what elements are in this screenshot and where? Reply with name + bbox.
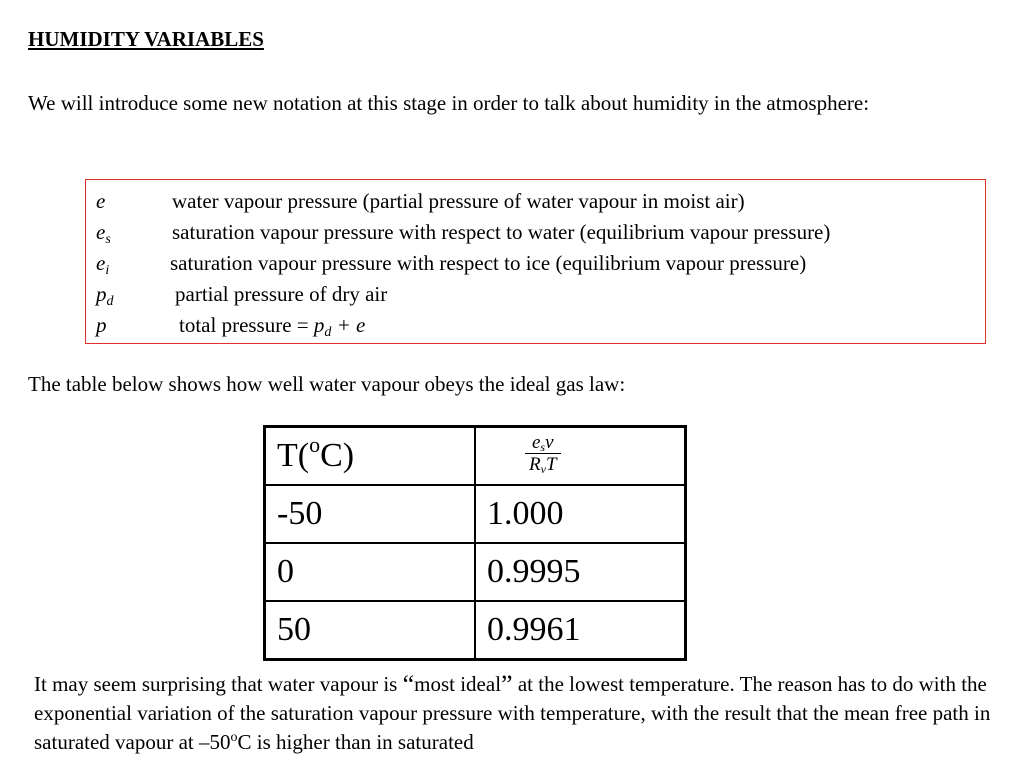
notation-row-pd (96, 281, 387, 307)
notation-symbol (96, 188, 172, 214)
notation-description (179, 313, 366, 340)
notation-row-p (96, 312, 365, 338)
ratio-fraction (525, 431, 561, 476)
denominator-r: R (529, 453, 541, 475)
notation-row-e (96, 188, 745, 214)
cell-ratio: 1.000 (475, 485, 686, 543)
intro-paragraph: We will introduce some new notation at this stage in order to talk about humidity in the atmosphere: (28, 91, 870, 115)
notation-symbol (96, 281, 175, 307)
table-row (265, 485, 686, 543)
header-text: C) (320, 437, 355, 474)
notation-description: saturation vapour pressure with respect to ice (equilibrium vapour pressure) (170, 251, 807, 275)
numerator-v: v (545, 431, 554, 453)
formula-subscript: d (324, 325, 332, 340)
table-row (265, 543, 686, 601)
notation-description: water vapour pressure (partial pressure of water vapour in moist air) (172, 189, 745, 213)
closing-paragraph (34, 670, 1014, 757)
table-header-row (265, 427, 686, 486)
paragraph-text: C is higher than in saturated (237, 730, 474, 754)
close-quote: ” (501, 670, 513, 699)
symbol-letter: e (96, 220, 106, 244)
notation-symbol (96, 312, 179, 338)
notation-description: saturation vapour pressure with respect to water (equilibrium vapour pressure) (172, 220, 831, 244)
symbol-letter: p (96, 313, 107, 337)
symbol-subscript: i (105, 263, 110, 278)
numerator-sub: s (540, 439, 546, 454)
notation-row-es (96, 219, 830, 245)
symbol-subscript: d (106, 294, 114, 309)
notation-symbol (96, 219, 172, 245)
paragraph-text: at the lowest temperature. The reason has to do with the exponential variation of the saturation vapour pressure with temperature, with the result that the mean free path in saturated vapour at –50 (34, 672, 991, 754)
notation-symbol (96, 250, 170, 276)
denominator-sub: v (540, 461, 546, 476)
denominator-t: T (545, 453, 557, 475)
ideal-gas-table (263, 425, 687, 661)
table-row (265, 601, 686, 660)
formula-rest: + e (331, 313, 366, 337)
open-quote: “ (402, 670, 415, 699)
numerator-e: e (531, 431, 541, 453)
cell-temperature: 0 (265, 543, 476, 601)
notation-description: partial pressure of dry air (175, 282, 388, 306)
symbol-letter: e (96, 251, 106, 275)
degree-sup: o (309, 432, 321, 457)
paragraph-text: It may seem surprising that water vapour is (34, 672, 403, 696)
quoted-text: most ideal (414, 672, 502, 696)
page-title: HUMIDITY VARIABLES (28, 27, 264, 51)
notation-row-ei (96, 250, 806, 276)
table-caption: The table below shows how well water vapour obeys the ideal gas law: (28, 372, 626, 396)
cell-ratio: 0.9995 (475, 543, 686, 601)
fraction-numerator (525, 431, 561, 454)
symbol-letter: e (96, 189, 106, 213)
cell-temperature: 50 (265, 601, 476, 660)
fraction-denominator (525, 454, 561, 474)
degree-sup: o (230, 730, 238, 745)
cell-temperature: -50 (265, 485, 476, 543)
symbol-subscript: s (105, 232, 111, 247)
description-text: total pressure = (179, 313, 314, 337)
header-text: T( (277, 437, 310, 474)
header-ratio (475, 427, 686, 486)
cell-ratio: 0.9961 (475, 601, 686, 660)
formula-p: p (313, 313, 325, 337)
symbol-letter: p (96, 282, 107, 306)
header-temperature (265, 427, 476, 486)
notation-box (85, 179, 986, 344)
